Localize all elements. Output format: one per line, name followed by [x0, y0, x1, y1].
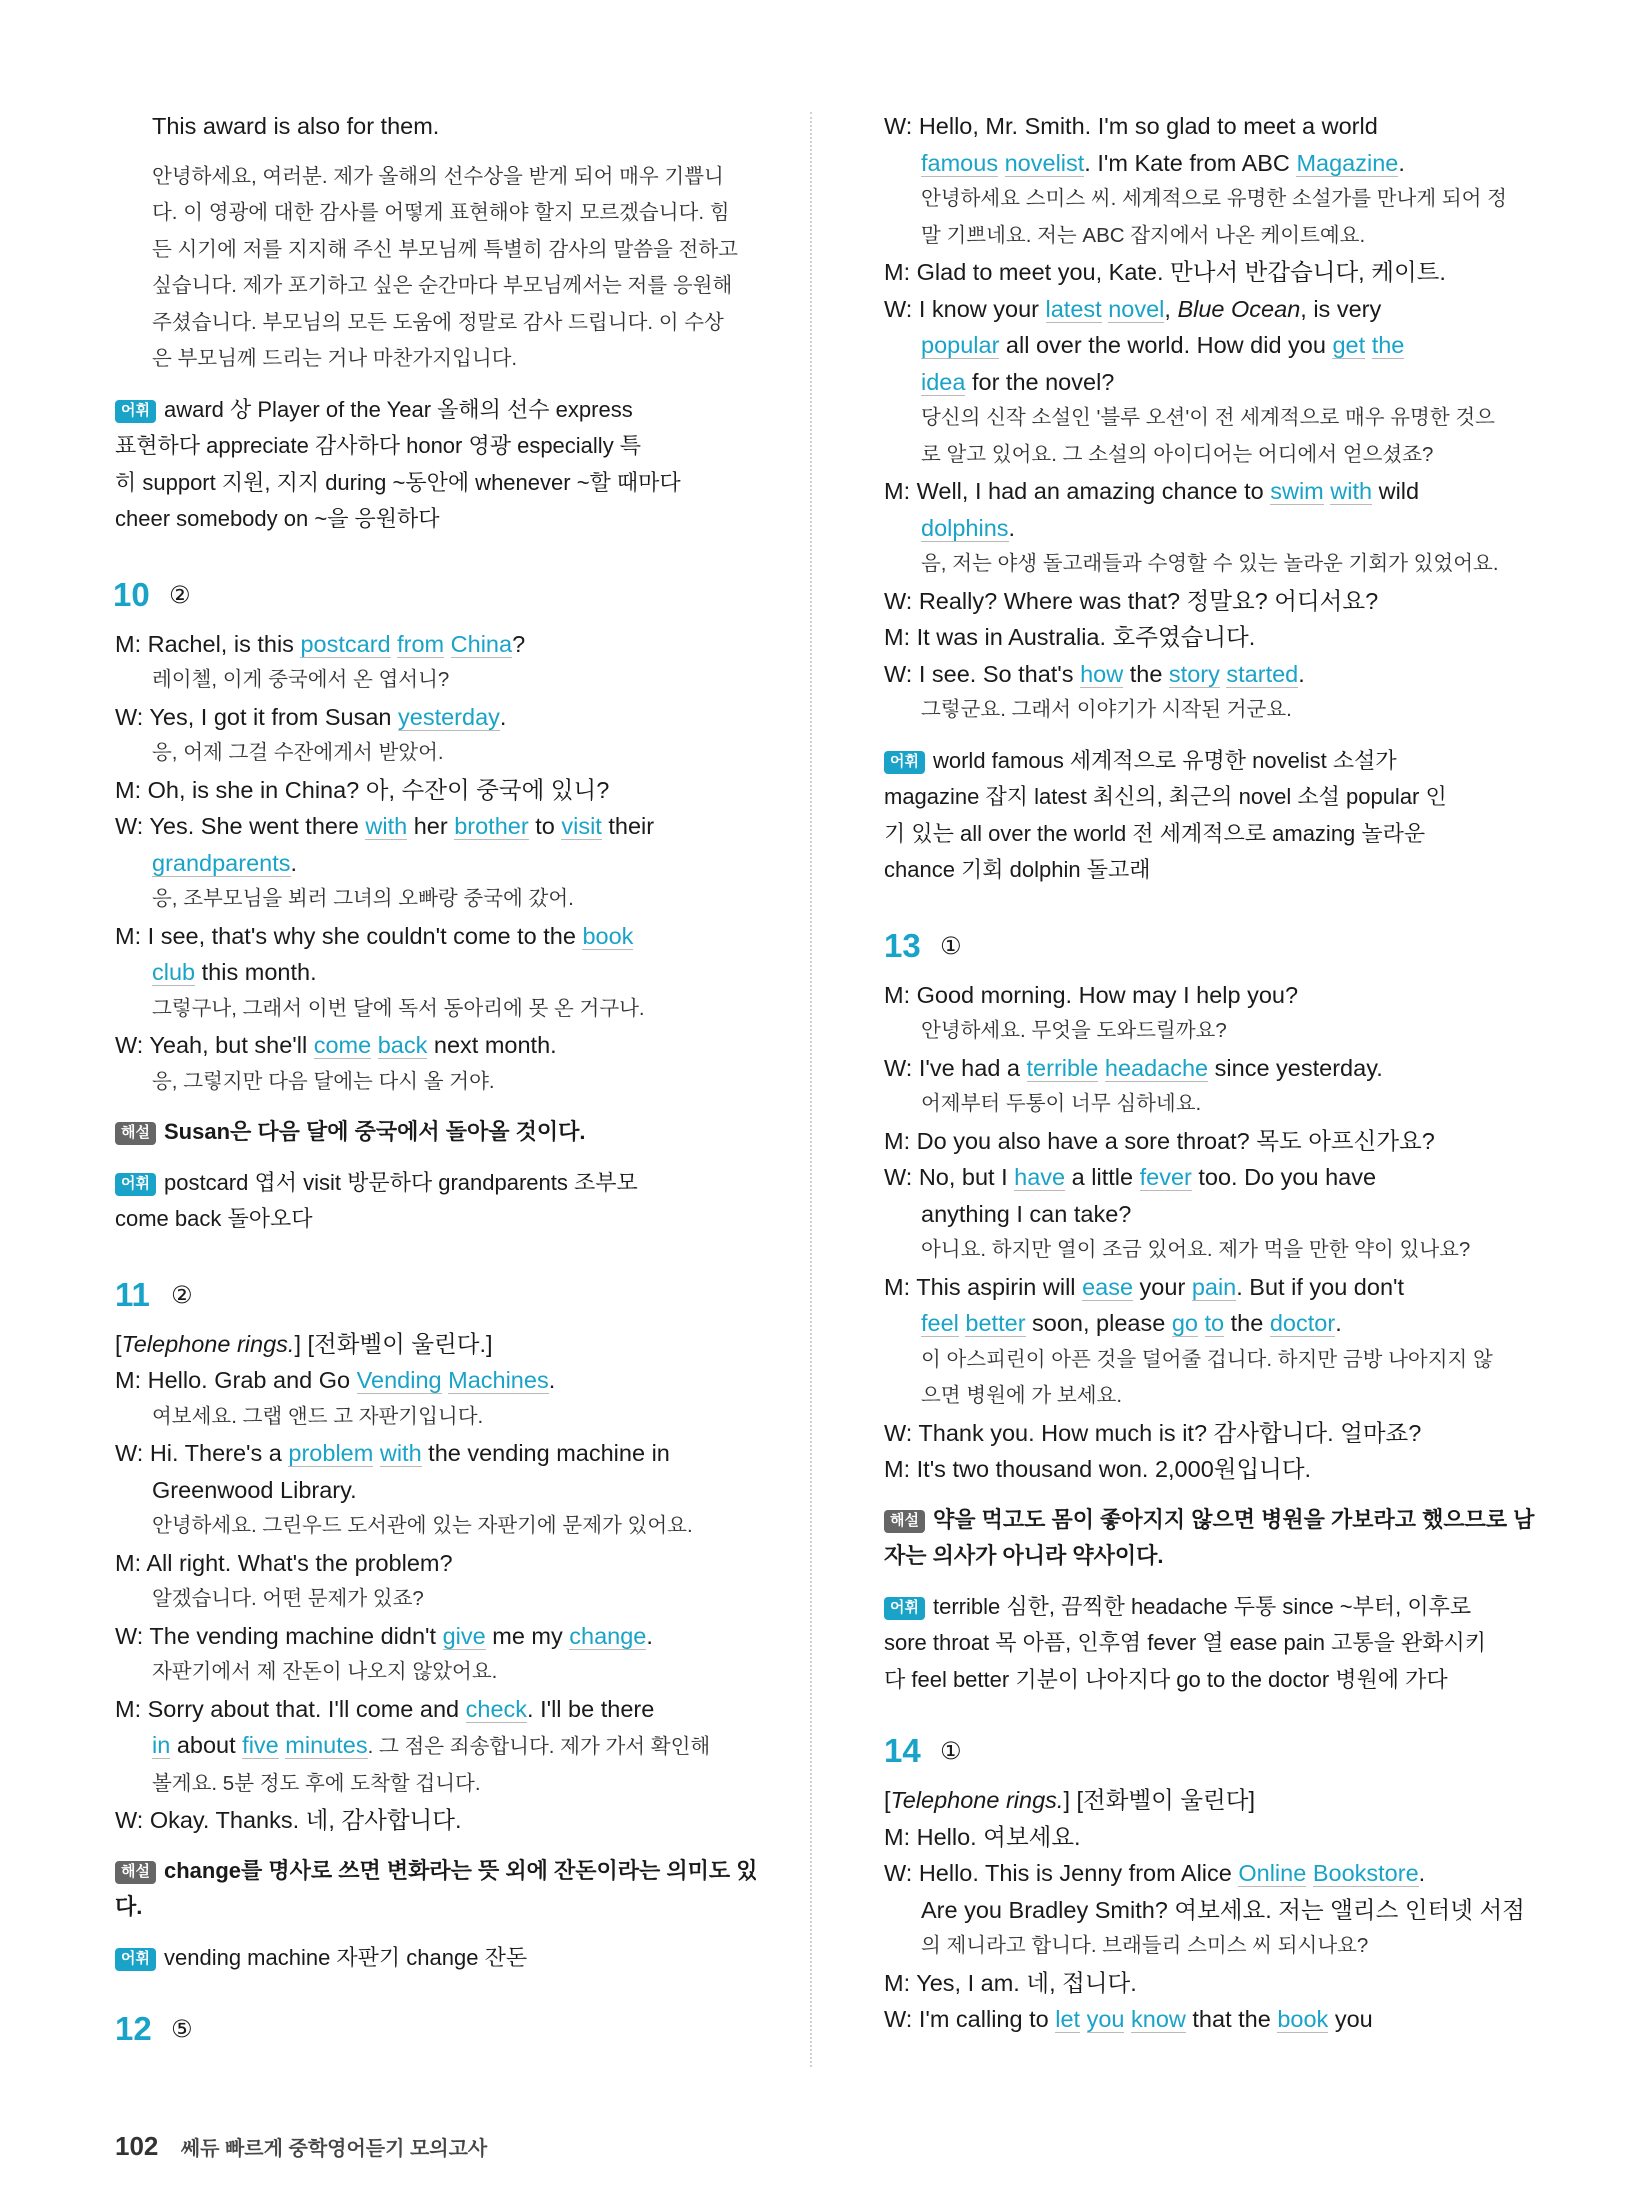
dialogue-line: This award is also for them.	[152, 113, 440, 139]
dialogue-line: M: It was in Australia. 호주였습니다.	[884, 624, 1256, 650]
translation-line: 음, 저는 야생 돌고래들과 수영할 수 있는 놀라운 기회가 있었어요.	[921, 552, 1499, 575]
dialogue-line: in about five minutes. 그 점은 죄송합니다. 제가 가서 확인해	[152, 1732, 711, 1758]
translation-line: 어제부터 두통이 너무 심하네요.	[921, 1092, 1202, 1115]
question-number: 12	[115, 2010, 152, 2047]
vocab-note: 어휘 terrible 심한, 끔찍한 headache 두통 since ~부터, 이후로	[884, 1589, 1509, 1626]
dialogue-line: W: Yes. She went there with her brother to visit their	[115, 813, 655, 839]
note-badge: 해설	[884, 1510, 925, 1533]
vocab-note-line: come back 돌아오다	[115, 1206, 313, 1231]
translation-line: 다. 이 영광에 대한 감사를 어떻게 표현해야 할지 모르겠습니다. 힘	[152, 201, 730, 224]
question-answer: ①	[940, 931, 962, 960]
question-answer: ①	[940, 1737, 962, 1765]
translation-line: 당신의 신작 소설인 '블루 오션'이 전 세계적으로 매우 유명한 것으	[921, 406, 1495, 429]
vocab-note: 어휘 vending machine 자판기 change 잔돈	[115, 1940, 783, 1977]
dialogue-line: W: Yeah, but she'll come back next month.	[115, 1032, 557, 1058]
translation-line: 든 시기에 저를 지지해 주신 부모님께 특별히 감사의 말씀을 전하고	[152, 237, 738, 261]
translation-line: 이 아스피린이 아픈 것을 덜어줄 겁니다. 하지만 금방 나아지지 않	[921, 1347, 1493, 1371]
dialogue-line: M: Rachel, is this postcard from China?	[115, 630, 526, 657]
dialogue-line: grandparents.	[152, 849, 298, 876]
vocab-badge: 어휘	[884, 1597, 925, 1620]
dialogue-line: Are you Bradley Smith? 여보세요. 저는 앨리스 인터넷 서점	[921, 1896, 1525, 1923]
dialogue-line: W: Hi. There's a problem with the vending machine in	[115, 1440, 670, 1466]
question-number: 11	[115, 1275, 150, 1313]
question-number: 13	[884, 926, 921, 964]
dialogue-line: M: This aspirin will ease your pain. But if you don't	[884, 1273, 1405, 1300]
dialogue-line: M: Well, I had an amazing chance to swim with wild	[884, 478, 1420, 504]
dialogue-line: dolphins.	[921, 514, 1016, 541]
question-11-header	[115, 1272, 783, 1326]
column-divider	[810, 112, 812, 2067]
vocab-note-line: 표현하다 appreciate 감사하다 honor 영광 especially 특	[115, 433, 642, 458]
explanation-note-line: 다.	[115, 1894, 143, 1919]
translation-line: 응, 그렇지만 다음 달에는 다시 올 거야.	[152, 1069, 495, 1093]
vocab-note-line: 히 support 지원, 지지 during ~동안에 whenever ~할 때마다	[115, 469, 681, 495]
vocab-badge: 어휘	[115, 1948, 156, 1971]
translation-line: 주셨습니다. 부모님의 모든 도움에 정말로 감사 드립니다. 이 수상	[152, 310, 724, 334]
dialogue-line: W: I've had a terrible headache since yesterday.	[884, 1054, 1383, 1081]
translation-line: 응, 어제 그걸 수잔에게서 받았어.	[152, 741, 444, 764]
translation-line: 그렇군요. 그래서 이야기가 시작된 거군요.	[921, 698, 1292, 721]
dialogue-line: feel better soon, please go to the doctor.	[921, 1310, 1342, 1336]
right-column	[884, 108, 1535, 2038]
dialogue-line: M: Glad to meet you, Kate. 만나서 반갑습니다, 케이트.	[884, 259, 1446, 285]
dialogue-line: W: I'm calling to let you know that the book you	[884, 2006, 1373, 2032]
dialogue-line: W: I see. So that's how the story started.	[884, 660, 1305, 687]
question-12-header	[115, 2006, 783, 2060]
question-number: 10	[113, 575, 150, 613]
vocab-note-line: sore throat 목 아픔, 인후염 fever 열 ease pain 고통을 완화시키	[884, 1630, 1487, 1655]
book-title: 쎄듀 빠르게 중학영어듣기 모의고사	[180, 2138, 488, 2160]
translation-line: 안녕하세요, 여러분. 제가 올해의 선수상을 받게 되어 매우 기쁩니	[152, 164, 724, 188]
translation-line: 볼게요. 5분 정도 후에 도착할 겁니다.	[152, 1771, 481, 1795]
question-answer: ⑤	[171, 2015, 193, 2043]
dialogue-line: M: Yes, I am. 네, 접니다.	[884, 1969, 1137, 1996]
dialogue-line: M: Oh, is she in China? 아, 수잔이 중국에 있니?	[115, 776, 610, 803]
stage-direction: [Telephone rings.] [전화벨이 울린다.]	[115, 1330, 493, 1357]
question-answer: ②	[171, 1280, 193, 1309]
page-footer	[115, 2131, 487, 2162]
translation-line: 알겠습니다. 어떤 문제가 있죠?	[152, 1587, 424, 1610]
explanation-note-line: 자는 의사가 아니라 약사이다.	[884, 1543, 1164, 1568]
dialogue-line: W: Hello, Mr. Smith. I'm so glad to meet a world	[884, 113, 1378, 139]
note-badge: 해설	[115, 1861, 156, 1884]
question-13-header	[884, 923, 1509, 977]
dialogue-line: W: Okay. Thanks. 네, 감사합니다.	[115, 1807, 462, 1833]
dialogue-line: famous novelist. I'm Kate from ABC Magazine.	[921, 149, 1405, 176]
translation-line: 의 제니라고 합니다. 브래들리 스미스 씨 되시나요?	[921, 1934, 1369, 1957]
dialogue-line: club this month.	[152, 959, 317, 985]
translation-line: 싶습니다. 제가 포기하고 싶은 순간마다 부모님께서는 저를 응원해	[152, 274, 733, 297]
question-10-header	[113, 572, 783, 626]
explanation-note: 해설 Susan은 다음 달에 중국에서 돌아올 것이다.	[115, 1114, 783, 1151]
dialogue-line: W: Hello. This is Jenny from Alice Online Bookstore.	[884, 1860, 1426, 1886]
dialogue-line: W: No, but I have a little fever too. Do you have	[884, 1164, 1377, 1190]
translation-line: 응, 조부모님을 뵈러 그녀의 오빠랑 중국에 갔어.	[152, 887, 574, 910]
translation-line: 자판기에서 제 잔돈이 나오지 않았어요.	[152, 1660, 498, 1683]
translation-line: 그렇구나, 그래서 이번 달에 독서 동아리에 못 온 거구나.	[152, 996, 645, 1020]
vocab-note-line: magazine 잡지 latest 최신의, 최근의 novel 소설 popular 인	[884, 784, 1447, 809]
vocab-note-line: chance 기회 dolphin 돌고래	[884, 857, 1151, 882]
dialogue-line: anything I can take?	[921, 1200, 1132, 1227]
stage-direction: [Telephone rings.] [전화벨이 울린다]	[884, 1787, 1255, 1813]
translation-line: 말 기쁘네요. 저는 ABC 잡지에서 나온 케이트예요.	[921, 223, 1366, 247]
dialogue-line: M: Do you also have a sore throat? 목도 아프신가요?	[884, 1127, 1435, 1154]
dialogue-line: W: Yes, I got it from Susan yesterday.	[115, 703, 507, 730]
dialogue-line: M: Good morning. How may I help you?	[884, 981, 1299, 1008]
dialogue-line: W: The vending machine didn't give me my change.	[115, 1622, 653, 1649]
explanation-note: 해설 change를 명사로 쓰면 변화라는 뜻 외에 잔돈이라는 의미도 있	[115, 1853, 783, 1890]
question-number: 14	[884, 1732, 921, 1769]
explanation-note: 해설 약을 먹고도 몸이 좋아지지 않으면 병원을 가보라고 했으므로 남	[884, 1502, 1509, 1539]
dialogue-line: M: Sorry about that. I'll come and check. I'll be there	[115, 1695, 655, 1722]
dialogue-line: idea for the novel?	[921, 368, 1115, 395]
translation-line: 안녕하세요 스미스 씨. 세계적으로 유명한 소설가를 만나게 되어 정	[921, 187, 1507, 210]
dialogue-line: popular all over the world. How did you get the	[921, 332, 1405, 358]
page-number: 102	[115, 2131, 159, 2161]
question-14-header	[884, 1728, 1509, 1782]
dialogue-line: M: Hello. Grab and Go Vending Machines.	[115, 1367, 556, 1393]
vocab-badge: 어휘	[115, 400, 156, 423]
vocab-note-line: 기 있는 all over the world 전 세계적으로 amazing 놀라운	[884, 820, 1426, 846]
translation-line: 안녕하세요. 그린우드 도서관에 있는 자판기에 문제가 있어요.	[152, 1514, 693, 1537]
vocab-note-line: 다 feel better 기분이 나아지다 go to the doctor 병원에 가다	[884, 1666, 1448, 1692]
dialogue-line: Greenwood Library.	[152, 1476, 357, 1503]
translation-line: 은 부모님께 드리는 거나 마찬가지입니다.	[152, 347, 518, 370]
translation-line: 로 알고 있어요. 그 소설의 아이디어는 어디에서 얻으셨죠?	[921, 442, 1434, 466]
dialogue-line: M: It's two thousand won. 2,000원입니다.	[884, 1456, 1312, 1482]
vocab-note: 어휘 postcard 엽서 visit 방문하다 grandparents 조부모	[115, 1165, 783, 1202]
dialogue-line: M: Hello. 여보세요.	[884, 1823, 1081, 1850]
translation-line: 여보세요. 그랩 앤드 고 자판기입니다.	[152, 1404, 484, 1428]
vocab-badge: 어휘	[884, 751, 925, 774]
vocab-badge: 어휘	[115, 1173, 156, 1196]
left-column	[115, 108, 783, 2060]
translation-line: 안녕하세요. 무엇을 도와드릴까요?	[921, 1019, 1227, 1042]
dialogue-line: M: All right. What's the problem?	[115, 1549, 453, 1576]
dialogue-line: W: Really? Where was that? 정말요? 어디서요?	[884, 587, 1379, 614]
vocab-note: 어휘 award 상 Player of the Year 올해의 선수 express	[115, 392, 783, 429]
vocab-note: 어휘 world famous 세계적으로 유명한 novelist 소설가	[884, 743, 1509, 780]
dialogue-line: W: Thank you. How much is it? 감사합니다. 얼마죠?	[884, 1419, 1422, 1446]
dialogue-line: W: I know your latest novel, Blue Ocean, is very	[884, 295, 1382, 322]
dialogue-line: M: I see, that's why she couldn't come to the book	[115, 922, 634, 949]
translation-line: 아니요. 하지만 열이 조금 있어요. 제가 먹을 만한 약이 있나요?	[921, 1238, 1471, 1261]
question-answer: ②	[169, 580, 191, 609]
translation-line: 으면 병원에 가 보세요.	[921, 1384, 1123, 1407]
translation-line: 레이첼, 이게 중국에서 온 엽서니?	[152, 668, 450, 691]
note-badge: 해설	[115, 1122, 156, 1145]
vocab-note-line: cheer somebody on ~을 응원하다	[115, 506, 440, 531]
